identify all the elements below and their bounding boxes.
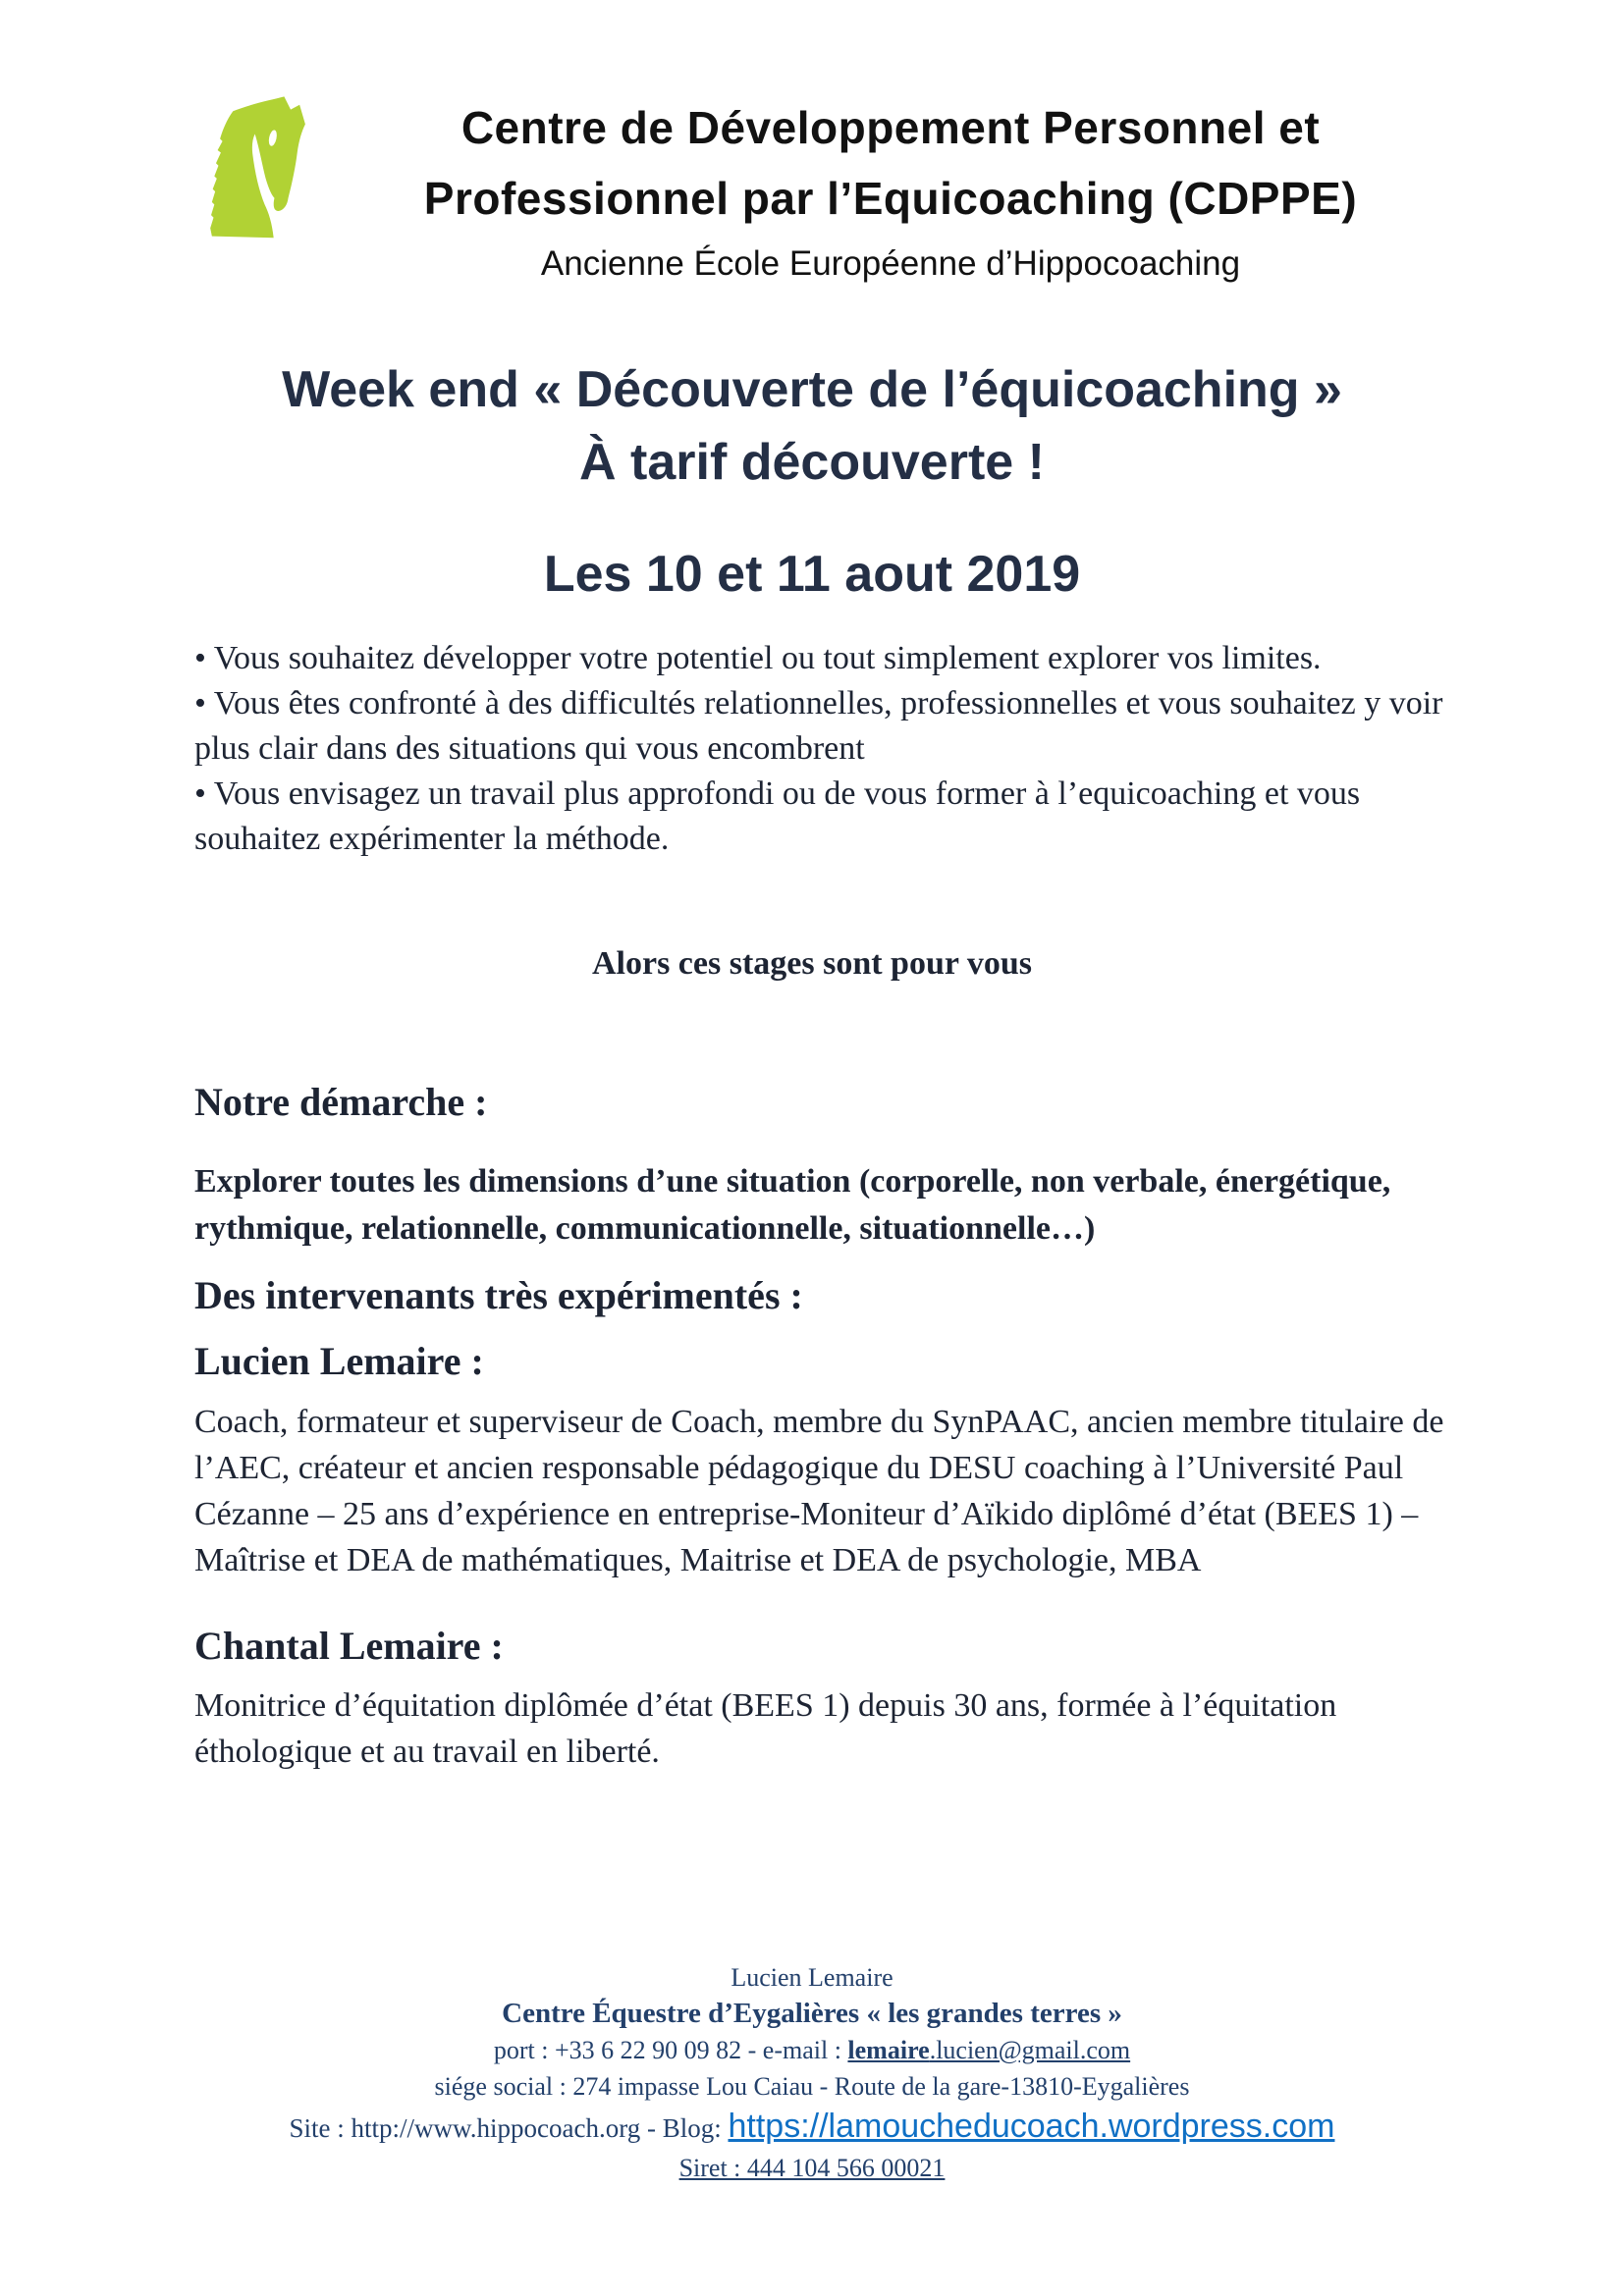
callout-text: Alors ces stages sont pour vous [591, 945, 1032, 982]
person-name-lucien: Lucien Lemaire : [194, 1339, 484, 1383]
footer-phone-text: port : +33 6 22 90 09 82 - e-mail : [493, 2036, 848, 2064]
event-date: Les 10 et 11 aout 2019 [543, 546, 1081, 603]
footer-siret-line [0, 2150, 1624, 2186]
blog-link[interactable]: https://lamoucheducoach.wordpress.com [728, 2108, 1335, 2145]
horse-head-logo [192, 88, 314, 249]
footer-site-line [0, 2105, 1624, 2150]
horse-head-icon [192, 88, 314, 249]
contact-footer [0, 1959, 1624, 2186]
footer-org-name: Centre Équestre d’Eygalières « les grandes terres » [502, 1998, 1122, 2029]
org-title-line2: Professionnel par l’Equicoaching (CDPPE) [423, 173, 1358, 224]
event-title-line1: Week end « Découverte de l’équicoaching » [282, 361, 1342, 418]
bullet-item: • Vous envisagez un travail plus approfondi ou de vous former à l’equicoaching et vous souhaitez expérimenter la méthode. [194, 775, 1361, 857]
footer-siret: Siret : 444 104 566 00021 [678, 2154, 946, 2182]
demarche-body: Explorer toutes les dimensions d’une situation (corporelle, non verbale, énergétique, rythmique, relationnelle, communicationnelle, situationnelle…) [194, 1163, 1391, 1247]
bullet-item: • Vous êtes confronté à des difficultés relationnelles, professionnelles et vous souhaitez y voir plus clair dans des situations qui vous encombrent [194, 685, 1443, 767]
bullet-item: • Vous souhaitez développer votre potentiel ou tout simplement explorer vos limites. [194, 640, 1322, 676]
event-title-block [0, 353, 1624, 611]
audience-bullet-list [194, 636, 1471, 862]
document-header [306, 92, 1475, 287]
person-name-chantal: Chantal Lemaire : [194, 1624, 504, 1668]
footer-contact-line [0, 2032, 1624, 2068]
section-heading-demarche: Notre démarche : [194, 1080, 488, 1124]
footer-contact-name: Lucien Lemaire [731, 1963, 893, 1992]
section-heading-intervenants: Des intervenants très expérimentés : [194, 1273, 803, 1317]
horse-head-shape [210, 96, 305, 238]
email-link-bold-part[interactable]: lemaire [847, 2036, 930, 2064]
footer-site-text: Site : http://www.hippocoach.org - Blog: [289, 2113, 729, 2143]
org-title-line1: Centre de Développement Personnel et [460, 102, 1321, 153]
email-link-rest[interactable]: .lucien@gmail.com [929, 2036, 1131, 2064]
event-title-line2: À tarif découverte ! [579, 434, 1045, 491]
footer-address: siége social : 274 impasse Lou Caiau - Route de la gare-13810-Eygalières [434, 2072, 1190, 2101]
org-subtitle: Ancienne École Européenne d’Hippocoaching [540, 244, 1241, 283]
person-bio-chantal: Monitrice d’équitation diplômée d’état (BEES 1) depuis 30 ans, formée à l’équitation éthologique et au travail en liberté. [194, 1687, 1337, 1770]
person-bio-lucien: Coach, formateur et superviseur de Coach, membre du SynPAAC, ancien membre titulaire de l’AEC, créateur et ancien responsable pédagogique du DESU coaching à l’Université Paul Cézanne – 25 ans d’expérience en entreprise-Moniteur d’Aïkido diplômé d’état (BEES 1) – Maîtrise et DEA de mathématiques, Maitrise et DEA de psychologie, MBA [194, 1404, 1444, 1578]
